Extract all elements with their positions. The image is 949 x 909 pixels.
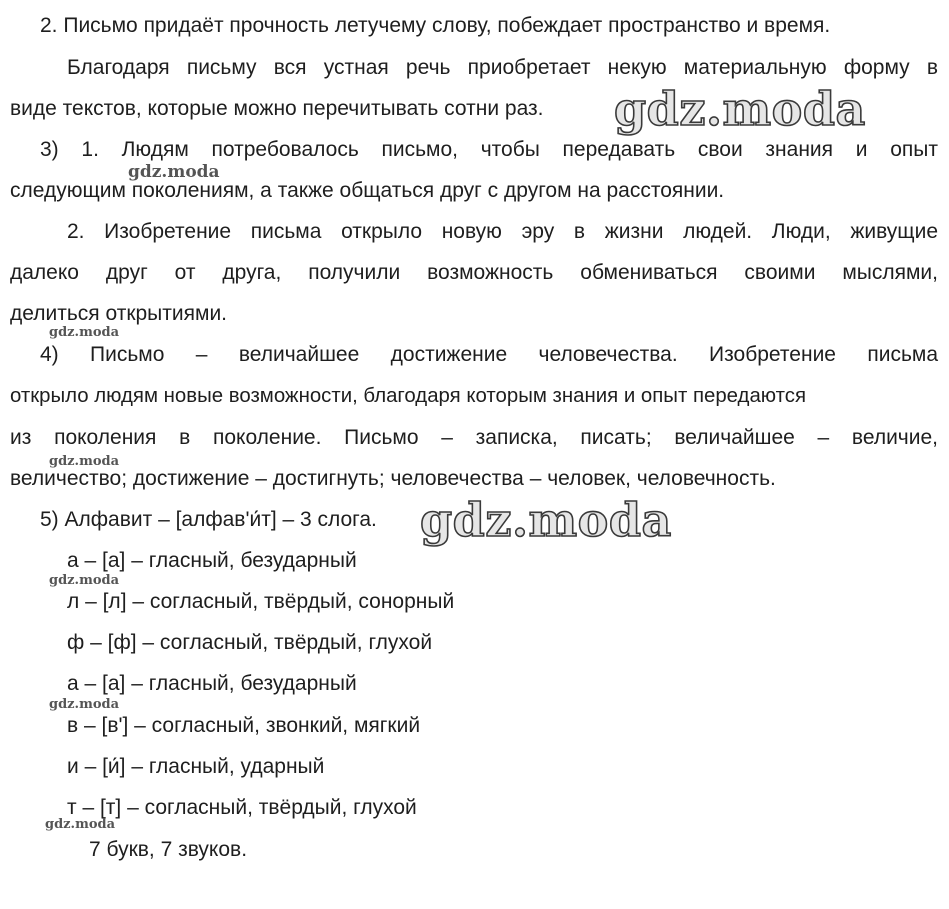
- text-line-4: 3) 1. Людям потребовалось письмо, чтобы передавать свои знания и опыт: [40, 138, 938, 161]
- phonetic-line-2: л – [л] – согласный, твёрдый, сонорный: [67, 590, 455, 613]
- text-line-2: Благодаря письму вся устная речь приобретает некую материальную форму в: [67, 56, 938, 79]
- phonetic-line-3: ф – [ф] – согласный, твёрдый, глухой: [67, 631, 433, 654]
- watermark-large: gdz.moda: [420, 493, 672, 547]
- text-line-9: 4) Письмо – величайшее достижение человечества. Изобретение письма: [40, 343, 938, 366]
- summary-line: 7 букв, 7 звуков.: [89, 838, 248, 861]
- text-line-6: 2. Изобретение письма открыло новую эру в жизни людей. Люди, живущие: [67, 220, 938, 243]
- phonetic-line-4: а – [а] – гласный, безударный: [67, 672, 357, 695]
- text-line-8: делиться открытиями.: [10, 302, 228, 325]
- watermark-small: gdz.moda: [49, 697, 120, 712]
- text-line-12: величество; достижение – достигнуть; человечества – человек, человечность.: [10, 467, 776, 490]
- watermark-small: gdz.moda: [49, 454, 120, 469]
- phonetic-line-7: т – [т] – согласный, твёрдый, глухой: [67, 796, 417, 819]
- phonetic-line-6: и – [и́] – гласный, ударный: [67, 755, 325, 778]
- watermark-small: gdz.moda: [45, 817, 116, 832]
- text-line-1: 2. Письмо придаёт прочность летучему слову, побеждает пространство и время.: [40, 14, 831, 37]
- watermark-small: gdz.moda: [49, 573, 120, 588]
- text-line-11: из поколения в поколение. Письмо – записка, писать; величайшее – величие,: [10, 426, 938, 449]
- phonetic-line-5: в – [в'] – согласный, звонкий, мягкий: [67, 714, 421, 737]
- text-line-5: следующим поколениям, а также общаться друг с другом на расстоянии.: [10, 179, 725, 202]
- watermark-small: gdz.moda: [49, 325, 120, 340]
- phonetic-line-1: а – [а] – гласный, безударный: [67, 549, 357, 572]
- watermark-large: gdz.moda: [614, 82, 866, 136]
- watermark-small: gdz.moda: [128, 162, 220, 182]
- text-line-7: далеко друг от друга, получили возможность обмениваться своими мыслями,: [10, 261, 938, 284]
- text-line-13: 5) Алфавит – [алфав'и́т] – 3 слога.: [40, 508, 377, 531]
- text-line-3: виде текстов, которые можно перечитывать сотни раз.: [10, 97, 544, 120]
- text-line-10: открыло людям новые возможности, благодаря которым знания и опыт передаются: [10, 385, 806, 407]
